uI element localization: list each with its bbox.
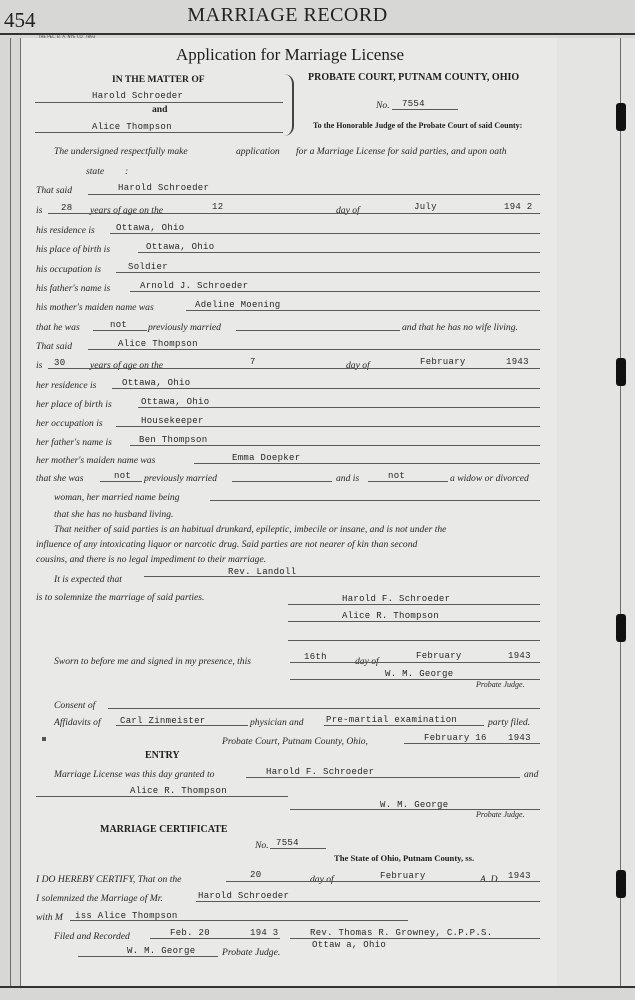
- sworn-day-of: day of: [355, 656, 379, 667]
- affiant-name: Carl Zinmeister: [120, 716, 206, 726]
- solemnize-label: is to solemnize the marriage of said parties.: [36, 592, 205, 603]
- sworn-text: Sworn to before me and signed in my presence, this: [54, 656, 251, 667]
- bride-birth-day: 7: [250, 357, 256, 367]
- party2-value: Alice Thompson: [92, 122, 172, 132]
- bride-occupation-line: [116, 426, 540, 427]
- with-label: with M: [36, 912, 63, 923]
- groom-birth-day: 12: [212, 202, 224, 212]
- groom-married-mid: previously married: [148, 322, 221, 333]
- bride-woman-label: woman, her married name being: [54, 492, 180, 503]
- entry-bride: Alice R. Thompson: [130, 786, 227, 796]
- groom-day-of: day of: [336, 205, 360, 216]
- signature-groom: Harold F. Schroeder: [342, 594, 451, 604]
- groom-married-line: [93, 330, 147, 331]
- groom-name-line: [88, 194, 540, 195]
- page-number: 454: [4, 8, 36, 32]
- officiant-name: Rev. Landoll: [228, 567, 297, 577]
- bride-married-line-2: [232, 481, 332, 482]
- groom-is: is: [36, 205, 43, 216]
- bride-birth-year: 1943: [506, 357, 529, 367]
- bride-married-pre: that she was: [36, 473, 84, 484]
- bride-married-mid: previously married: [144, 473, 217, 484]
- record-title: MARRIAGE RECORD: [187, 4, 388, 26]
- number-line: [392, 109, 458, 110]
- groom-birth-month: July: [414, 202, 437, 212]
- bride-birth-line: [138, 407, 540, 408]
- groom-age: 28: [61, 203, 73, 213]
- certificate-no-label: No.: [255, 840, 269, 851]
- certify-line: [226, 881, 540, 882]
- bride-father-label: her father's name is: [36, 437, 112, 448]
- sworn-year: 1943: [508, 651, 531, 661]
- index-tab[interactable]: [616, 870, 626, 898]
- exam-text: Pre-martial examination: [326, 715, 458, 725]
- entry-bride-line: [36, 796, 288, 797]
- minister-line: [290, 938, 540, 939]
- certify-day: 20: [250, 870, 262, 880]
- affiant-line: [116, 725, 248, 726]
- filed-label: Filed and Recorded: [54, 931, 130, 942]
- bride-and-is: and is: [336, 473, 360, 484]
- bride-mother-label: her mother's maiden name was: [36, 455, 156, 466]
- groom-father-line: [130, 291, 540, 292]
- sworn-line: [290, 662, 540, 663]
- index-tab[interactable]: [616, 614, 626, 642]
- index-tab[interactable]: [616, 103, 626, 131]
- certificate-heading: MARRIAGE CERTIFICATE: [100, 824, 228, 835]
- right-edge-line: [620, 38, 621, 986]
- bride-residence-line: [112, 388, 540, 389]
- certificate-number: 7554: [276, 838, 299, 848]
- groom-birth-year: 194 2: [504, 202, 533, 212]
- recorder-title: Probate Judge.: [222, 947, 281, 958]
- solemnized-text: I solemnized the Marriage of Mr.: [36, 893, 163, 904]
- bride-residence-label: her residence is: [36, 380, 97, 391]
- court-year: 1943: [508, 733, 531, 743]
- bride-birth-month: February: [420, 357, 466, 367]
- bride-residence: Ottawa, Ohio: [122, 378, 191, 388]
- groom-residence-line: [110, 233, 540, 234]
- groom-birthplace: Ottawa, Ohio: [146, 242, 215, 252]
- filed-line: [150, 938, 280, 939]
- bride-age-line: [48, 368, 540, 369]
- declaration-line-1: That neither of said parties is an habitual drunkard, epileptic, imbecile or insane, and is not under the: [54, 524, 447, 535]
- entry-heading: ENTRY: [145, 750, 180, 761]
- bride-father: Ben Thompson: [139, 435, 208, 445]
- groom-birth-label: his place of birth is: [36, 244, 111, 255]
- left-edge-line: [10, 38, 11, 986]
- top-rule: [0, 33, 635, 35]
- groom-occupation-line: [116, 272, 540, 273]
- groom-occupation-label: his occupation is: [36, 264, 102, 275]
- bride-occupation: Housekeeper: [141, 416, 204, 426]
- bride-widow: a widow or divorced: [450, 473, 529, 484]
- bride-birthplace: Ottawa, Ohio: [141, 397, 210, 407]
- groom-age-line: [48, 213, 540, 214]
- court-date: February 16: [424, 733, 487, 743]
- intro-application: application: [236, 146, 280, 157]
- minister-place: Ottaw a, Ohio: [312, 940, 387, 950]
- court-line: Probate Court, Putnam County, Ohio,: [222, 736, 368, 747]
- bride-age: 30: [54, 358, 66, 368]
- bride-woman-line: [210, 500, 540, 501]
- court-label: PROBATE COURT, PUTNAM COUNTY, OHIO: [308, 72, 520, 83]
- consent-label: Consent of: [54, 700, 96, 711]
- bride-day-of: day of: [346, 360, 370, 371]
- groom-father-label: his father's name is: [36, 283, 111, 294]
- entry-groom-line: [246, 777, 520, 778]
- physician-label: physician and: [250, 717, 304, 728]
- with-line: [70, 920, 408, 921]
- party1-value: Harold Schroeder: [92, 91, 184, 101]
- state-label: state: [86, 166, 105, 177]
- sworn-judge-title: Probate Judge.: [476, 680, 525, 689]
- form-title: Application for Marriage License: [176, 45, 404, 64]
- entry-judge: W. M. George: [380, 800, 449, 810]
- to-judge: To the Honorable Judge of the Probate Court of said County:: [313, 121, 523, 130]
- signature-bride: Alice R. Thompson: [342, 611, 439, 621]
- brace: [284, 74, 294, 136]
- solemnized-groom: Harold Schroeder: [198, 891, 290, 901]
- recorder-line: [78, 956, 218, 957]
- minister-name: Rev. Thomas R. Growney, C.P.P.S.: [310, 928, 493, 938]
- certify-month: February: [380, 871, 426, 881]
- corner-mark: [42, 737, 46, 741]
- groom-occupation: Soldier: [128, 262, 168, 272]
- sworn-day: 16th: [304, 652, 327, 662]
- bride-no-husband: that she has no husband living.: [54, 509, 174, 520]
- consent-line: [108, 708, 540, 709]
- in-matter-label: IN THE MATTER OF: [112, 74, 205, 85]
- bride-not: not: [114, 471, 132, 481]
- affidavits-label: Affidavits of: [54, 717, 101, 728]
- bride-years-label: years of age on the: [90, 360, 164, 371]
- bride-mother-line: [194, 463, 540, 464]
- printer-code: THE PEL. B. A. NYE CO. 7893: [38, 34, 96, 39]
- certify-text: I DO HEREBY CERTIFY, That on the: [36, 874, 182, 885]
- bride-not-2: not: [388, 471, 406, 481]
- certify-ad: A. D.: [480, 874, 500, 885]
- groom-residence: Ottawa, Ohio: [116, 223, 185, 233]
- intro-text-1: The undersigned respectfully make: [54, 146, 188, 157]
- intro-text-2: for a Marriage License for said parties, and upon oath: [296, 146, 507, 157]
- bride-father-line: [130, 445, 540, 446]
- entry-text: Marriage License was this day granted to: [54, 769, 215, 780]
- groom-residence-label: his residence is: [36, 225, 95, 236]
- solemnized-line: [196, 901, 540, 902]
- filed-year: 194 3: [250, 928, 279, 938]
- party-filed: party filed.: [488, 717, 531, 728]
- signature-line-3: [288, 640, 540, 641]
- recorder-judge: W. M. George: [127, 946, 196, 956]
- groom-married-post: and that he has no wife living.: [402, 322, 518, 333]
- party2-line: [35, 132, 283, 133]
- certify-year: 1943: [508, 871, 531, 881]
- groom-birth-line: [138, 252, 540, 253]
- party1-line: [35, 102, 283, 103]
- expected-label: It is expected that: [54, 574, 122, 585]
- license-number: 7554: [402, 99, 425, 109]
- groom-name: Harold Schroeder: [118, 183, 210, 193]
- bride-occupation-label: her occupation is: [36, 418, 103, 429]
- state-colon: :: [125, 166, 129, 177]
- groom-father: Arnold J. Schroeder: [140, 281, 249, 291]
- groom-mother-line: [186, 310, 540, 311]
- bride-name-line: [88, 349, 540, 350]
- exam-line: [324, 725, 484, 726]
- and-label: and: [152, 104, 168, 115]
- groom-married-pre: that he was: [36, 322, 80, 333]
- filed-date: Feb. 20: [170, 928, 210, 938]
- no-label: No.: [376, 100, 390, 111]
- court-date-line: [404, 743, 540, 744]
- entry-judge-title: Probate Judge.: [476, 810, 525, 819]
- right-margin-strip: [557, 38, 635, 986]
- declaration-line-3: cousins, and there is no legal impediment to their marriage.: [36, 554, 267, 565]
- index-tab[interactable]: [616, 358, 626, 386]
- entry-groom: Harold F. Schroeder: [266, 767, 375, 777]
- bottom-rule: [0, 986, 635, 988]
- groom-mother: Adeline Moening: [195, 300, 281, 310]
- bride-married-line: [100, 481, 142, 482]
- entry-and: and: [524, 769, 539, 780]
- groom-that-said: That said: [36, 185, 72, 196]
- bride-is: is: [36, 360, 43, 371]
- groom-not: not: [110, 320, 128, 330]
- signature-line-2: [288, 621, 540, 622]
- officiant-line: [144, 576, 540, 577]
- bride-name: Alice Thompson: [118, 339, 198, 349]
- signature-line-1: [288, 604, 540, 605]
- with-bride: iss Alice Thompson: [75, 911, 178, 921]
- certify-day-of: day of: [310, 874, 334, 885]
- bride-that-said: That said: [36, 341, 72, 352]
- sworn-month: February: [416, 651, 462, 661]
- groom-mother-label: his mother's maiden name was: [36, 302, 154, 313]
- certificate-number-line: [270, 848, 326, 849]
- declaration-line-2: influence of any intoxicating liquor or narcotic drug. Said parties are not nearer of kin than second: [36, 539, 418, 550]
- groom-years-label: years of age on the: [90, 205, 164, 216]
- sworn-judge: W. M. George: [385, 669, 454, 679]
- certificate-state: The State of Ohio, Putnam County, ss.: [334, 853, 475, 863]
- bride-birth-label: her place of birth is: [36, 399, 112, 410]
- groom-married-line-2: [236, 330, 400, 331]
- bride-mother: Emma Doepker: [232, 453, 301, 463]
- bride-married-line-3: [368, 481, 448, 482]
